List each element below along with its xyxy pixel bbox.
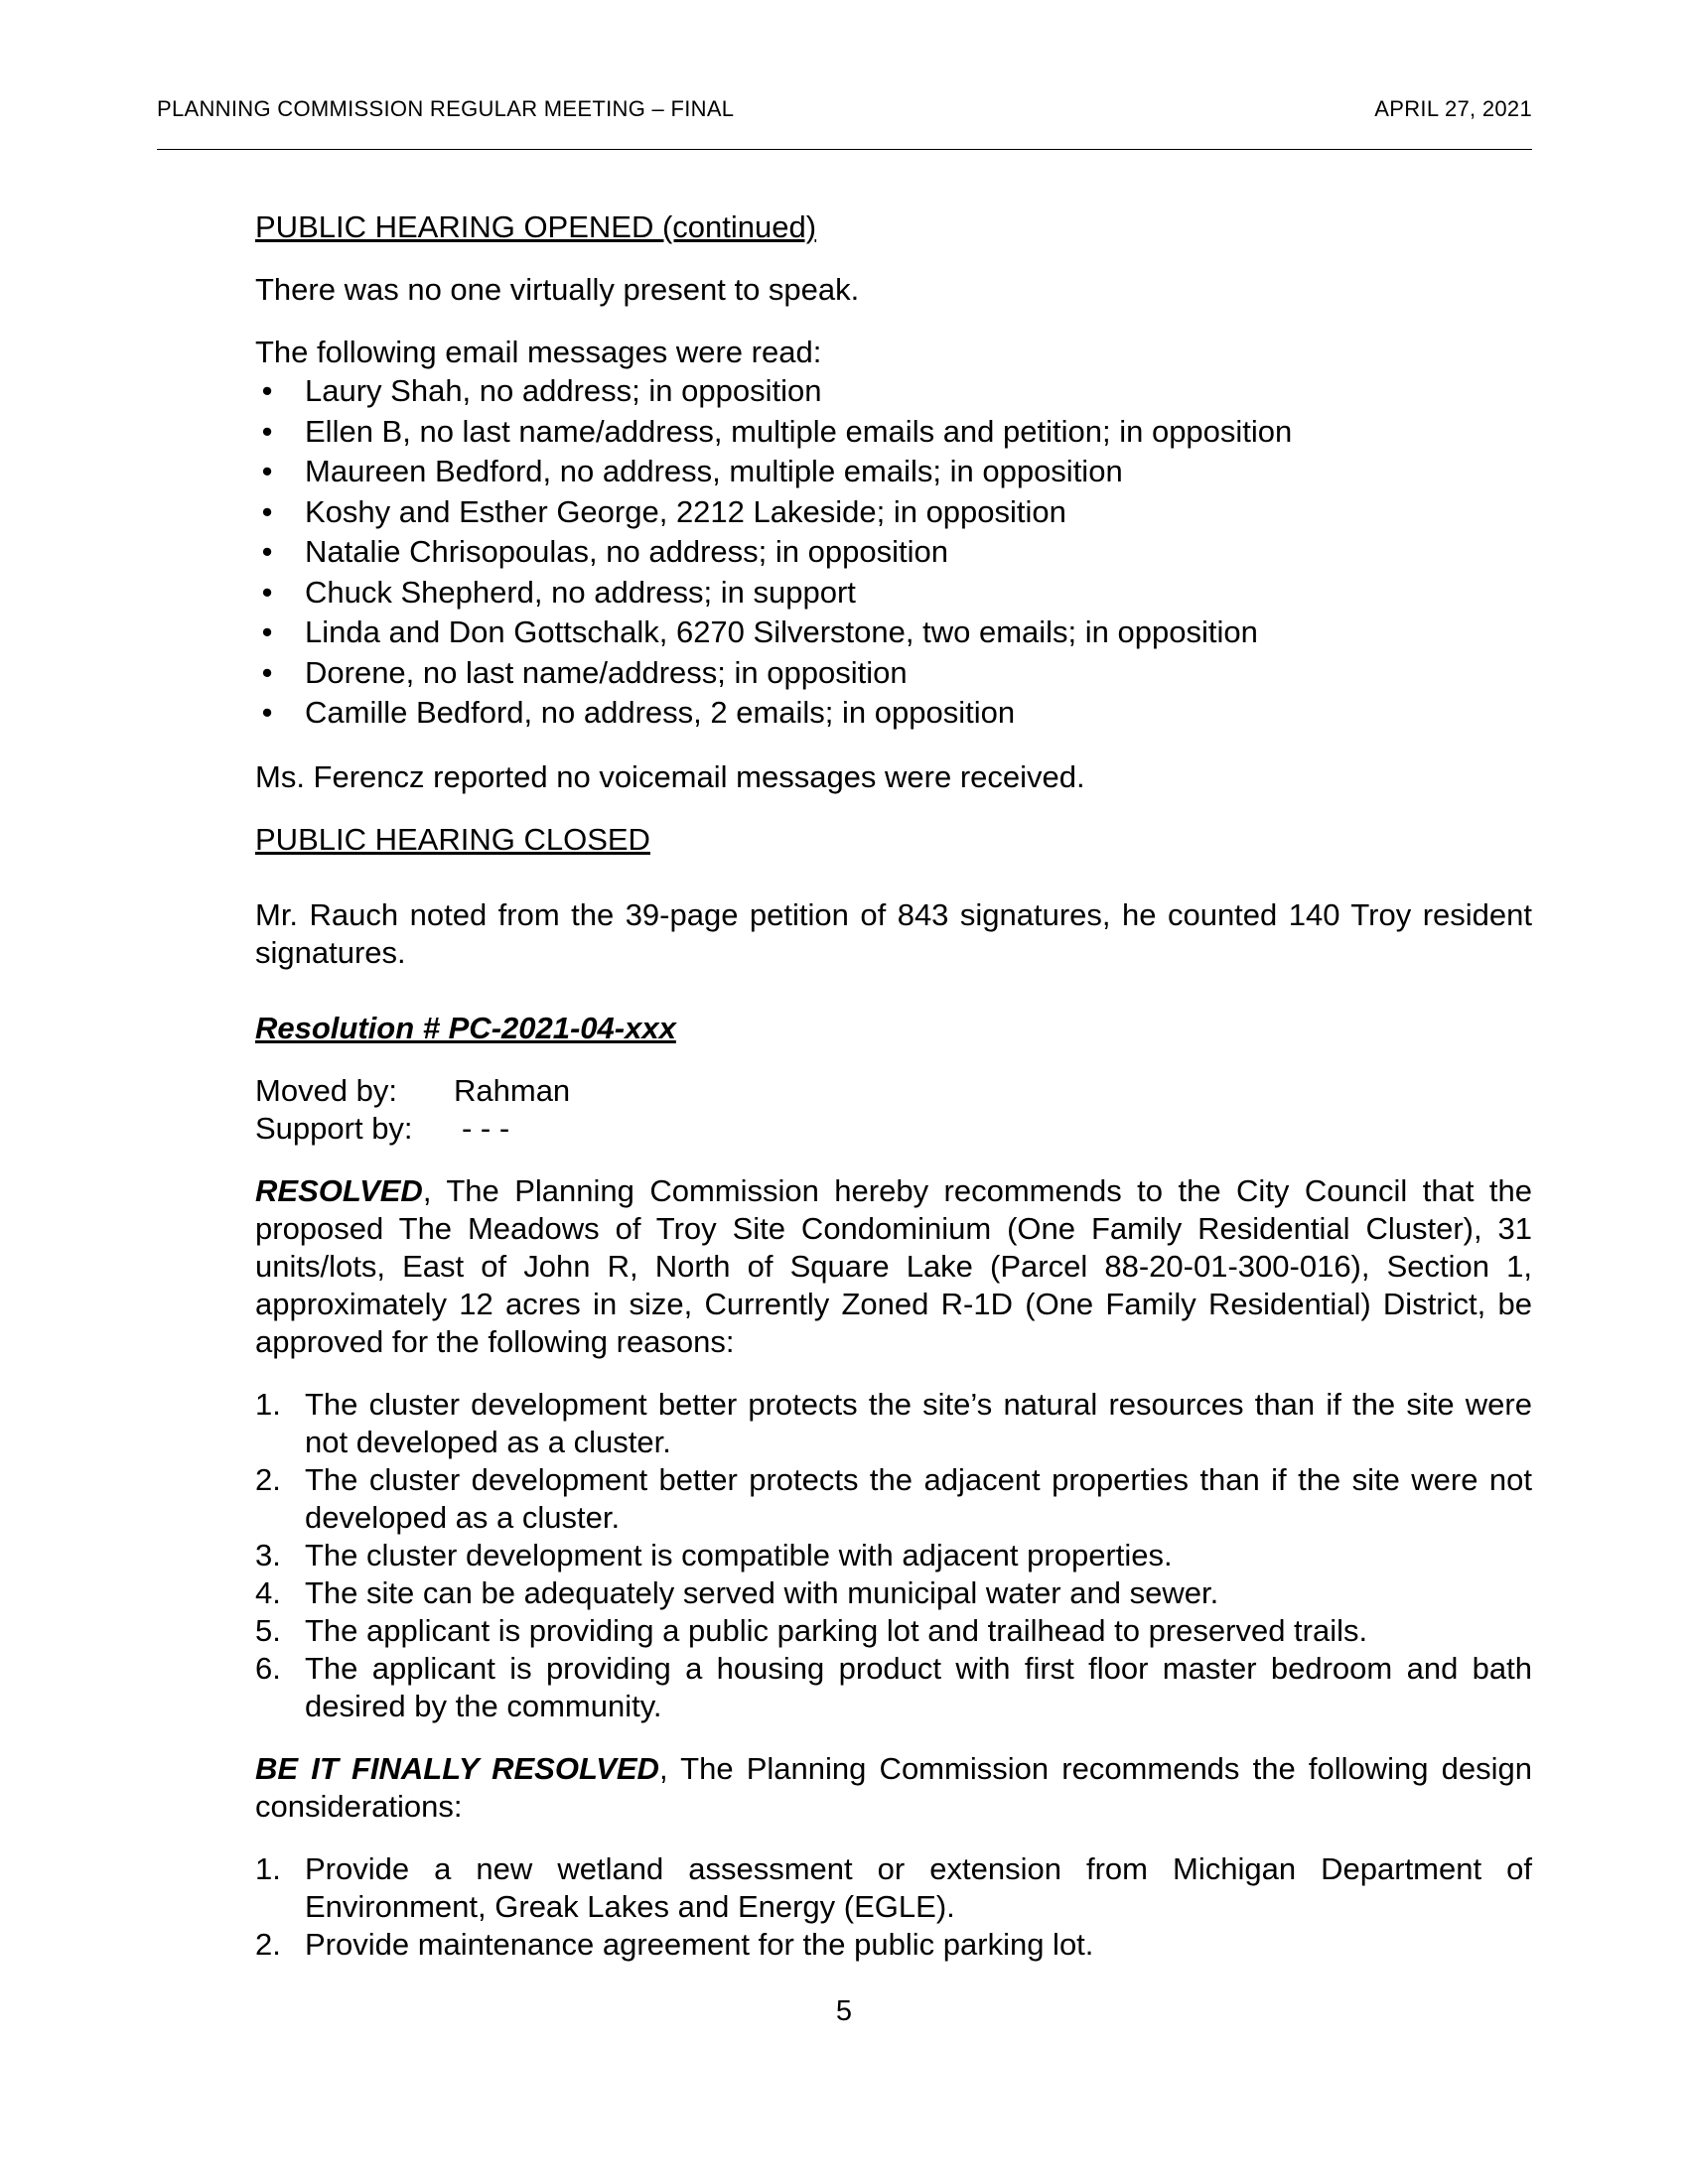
hearing-opened-heading: PUBLIC HEARING OPENED (continued) bbox=[255, 209, 817, 244]
bullet-icon: • bbox=[261, 614, 273, 649]
hearing-closed-heading: PUBLIC HEARING CLOSED bbox=[255, 821, 650, 857]
bullet-icon: • bbox=[261, 373, 273, 408]
list-item: 1. The cluster development better protects the site’s natural resources than if the site were not developed as a cluster. bbox=[255, 1386, 1532, 1459]
resolved-paragraph bbox=[255, 1172, 1532, 1361]
support-by-row bbox=[255, 1110, 1532, 1148]
list-item: • Koshy and Esther George, 2212 Lakeside; in opposition bbox=[255, 492, 1532, 533]
moved-by-label: Moved by: bbox=[255, 1072, 398, 1108]
no-one-present: There was no one virtually present to speak. bbox=[255, 272, 860, 307]
finally-resolved-paragraph bbox=[255, 1750, 1532, 1826]
resolved-text: , The Planning Commission hereby recommends to the City Council that the proposed The Meadows of Troy Site Condominium (One Family Residential Cluster), 31 units/lots, East of John R, North of Square Lake (Parcel 88-20-01-300-016), Section 1, approximately 12 acres in size, Currently Zoned R-1D (One Family Residential) District, be approved for the following reasons: bbox=[255, 1172, 1532, 1359]
header-title: PLANNING COMMISSION REGULAR MEETING – FINAL bbox=[157, 96, 735, 121]
bullet-icon: • bbox=[261, 493, 273, 529]
support-by-value: - - - bbox=[462, 1110, 510, 1146]
moved-by-row bbox=[255, 1072, 1532, 1110]
list-item: • Linda and Don Gottschalk, 6270 Silverstone, two emails; in opposition bbox=[255, 613, 1532, 653]
email-intro: The following email messages were read: bbox=[255, 335, 822, 369]
bullet-icon: • bbox=[261, 654, 273, 690]
list-item: • Ellen B, no last name/address, multiple emails and petition; in opposition bbox=[255, 412, 1532, 453]
document-body bbox=[255, 208, 1532, 1964]
moved-by-value: Rahman bbox=[454, 1072, 571, 1108]
list-item: 6. The applicant is providing a housing product with first floor master bedroom and bath desired by the community. bbox=[255, 1650, 1532, 1723]
list-item: 1. Provide a new wetland assessment or extension from Michigan Department of Environment, Greak Lakes and Energy (EGLE). bbox=[255, 1850, 1532, 1924]
list-item: • Dorene, no last name/address; in opposition bbox=[255, 653, 1532, 694]
finally-resolved-text: , The Planning Commission recommends the following design considerations: bbox=[255, 1750, 1532, 1824]
email-list bbox=[255, 371, 1532, 734]
list-item: 4. The site can be adequately served with municipal water and sewer. bbox=[255, 1574, 1219, 1610]
list-item: 2. Provide maintenance agreement for the public parking lot. bbox=[255, 1926, 1094, 1962]
resolved-keyword: RESOLVED bbox=[255, 1172, 423, 1208]
reasons-list bbox=[255, 1386, 1532, 1725]
bullet-icon: • bbox=[261, 574, 273, 610]
list-item: 2. The cluster development better protects the adjacent properties than if the site were not developed as a cluster. bbox=[255, 1461, 1532, 1535]
page-header bbox=[157, 96, 1532, 122]
petition-note: Mr. Rauch noted from the 39-page petition of 843 signatures, he counted 140 Troy resident signatures. bbox=[255, 896, 1532, 970]
header-divider bbox=[157, 149, 1532, 150]
list-item: 5. The applicant is providing a public parking lot and trailhead to preserved trails. bbox=[255, 1612, 1368, 1648]
bullet-icon: • bbox=[261, 413, 273, 449]
voicemail-note: Ms. Ferencz reported no voicemail messages were received. bbox=[255, 758, 1085, 794]
list-item: • Chuck Shepherd, no address; in support bbox=[255, 573, 1532, 614]
list-item: • Laury Shah, no address; in opposition bbox=[255, 371, 1532, 412]
bullet-icon: • bbox=[261, 454, 273, 488]
page-number: 5 bbox=[835, 1995, 853, 2027]
finally-resolved-keyword: BE IT FINALLY RESOLVED bbox=[255, 1750, 659, 1786]
list-item: • Natalie Chrisopoulas, no address; in opposition bbox=[255, 532, 1532, 573]
list-item: 3. The cluster development is compatible with adjacent properties. bbox=[255, 1537, 1173, 1572]
motion-block bbox=[255, 1072, 1532, 1148]
header-date: APRIL 27, 2021 bbox=[1374, 96, 1532, 121]
considerations-list bbox=[255, 1850, 1532, 1964]
bullet-icon: • bbox=[261, 534, 273, 569]
resolution-title: Resolution # PC-2021-04-xxx bbox=[255, 1010, 676, 1045]
list-item: • Camille Bedford, no address, 2 emails; in opposition bbox=[255, 693, 1532, 734]
bullet-icon: • bbox=[261, 695, 273, 730]
support-by-label: Support by: bbox=[255, 1110, 413, 1146]
list-item: • Maureen Bedford, no address, multiple emails; in opposition bbox=[255, 452, 1532, 492]
